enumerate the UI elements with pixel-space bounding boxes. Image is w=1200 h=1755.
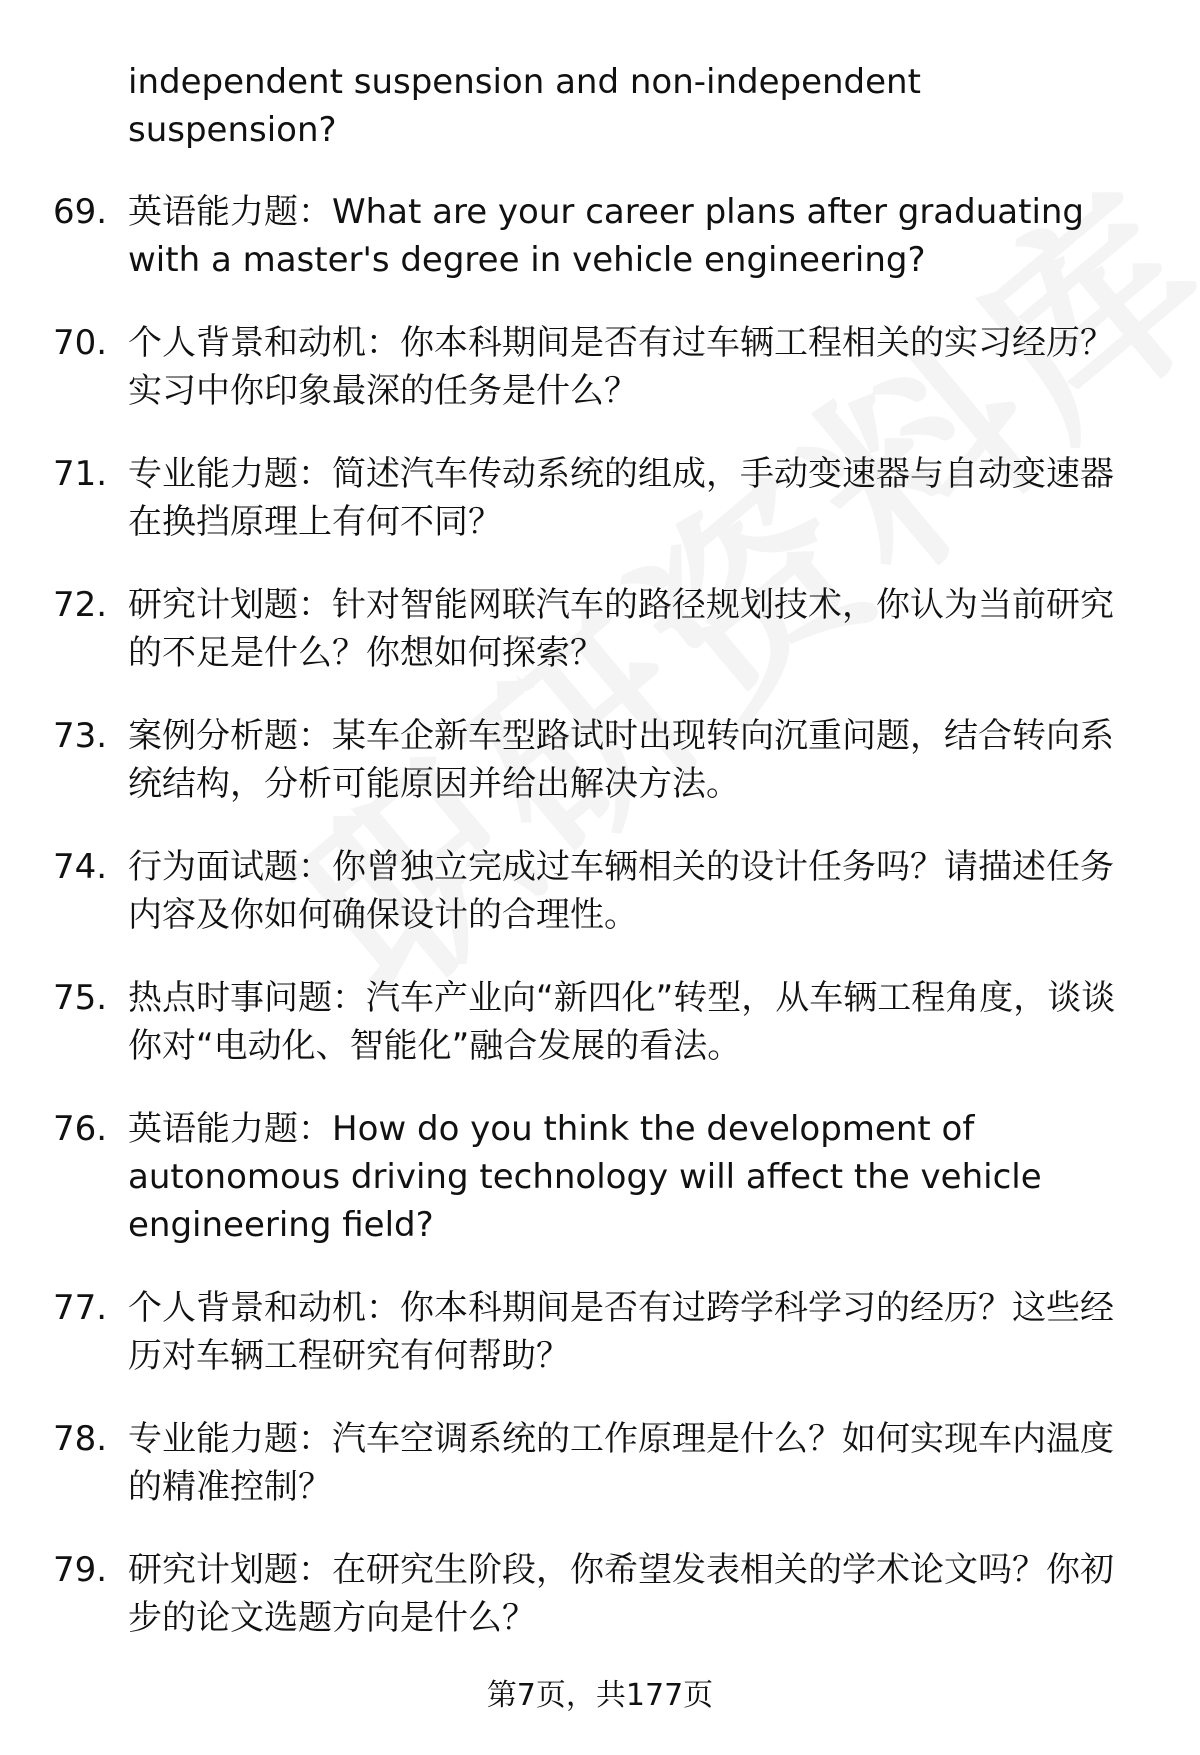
question-number: 78.	[53, 1419, 108, 1459]
question-text: 行为面试题：你曾独立完成过车辆相关的设计任务吗？请描述任务内容及你如何确保设计的合理性。	[128, 847, 1114, 935]
question-text: 英语能力题：What are your career plans after graduating with a master's degree in vehicle engineering?	[128, 192, 1085, 280]
question-item	[0, 1415, 1200, 1511]
question-number: 70.	[53, 323, 108, 363]
page-footer: 第7页，共177页	[486, 1678, 714, 1713]
question-item	[0, 1105, 1200, 1249]
question-number: 77.	[53, 1288, 108, 1328]
question-item	[0, 188, 1200, 284]
question-number: 75.	[53, 978, 108, 1018]
question-item	[0, 843, 1200, 939]
question-item	[0, 1546, 1200, 1642]
question-number: 69.	[53, 192, 108, 232]
question-text: 案例分析题：某车企新车型路试时出现转向沉重问题，结合转向系统结构，分析可能原因并给出解决方法。	[128, 716, 1114, 804]
question-item	[0, 319, 1200, 415]
question-number: 71.	[53, 454, 108, 494]
question-number: 74.	[53, 847, 108, 887]
question-item	[0, 1284, 1200, 1380]
question-text: 专业能力题：汽车空调系统的工作原理是什么？如何实现车内温度的精准控制？	[128, 1419, 1114, 1507]
question-text: 个人背景和动机：你本科期间是否有过跨学科学习的经历？这些经历对车辆工程研究有何帮助？	[128, 1288, 1114, 1376]
document-body	[0, 58, 1200, 1677]
question-text: 专业能力题：简述汽车传动系统的组成，手动变速器与自动变速器在换挡原理上有何不同？	[128, 454, 1114, 542]
question-text: 研究计划题：针对智能网联汽车的路径规划技术，你认为当前研究的不足是什么？你想如何探索？	[128, 585, 1114, 673]
question-number: 76.	[53, 1109, 108, 1149]
question-number: 72.	[53, 585, 108, 625]
question-number: 79.	[53, 1550, 108, 1590]
question-item	[0, 450, 1200, 546]
question-text: 热点时事问题：汽车产业向“新四化”转型，从车辆工程角度，谈谈你对“电动化、智能化”融合发展的看法。	[128, 978, 1116, 1066]
question-item	[0, 712, 1200, 808]
question-number: 73.	[53, 716, 108, 756]
question-text: 研究计划题：在研究生阶段，你希望发表相关的学术论文吗？你初步的论文选题方向是什么？	[128, 1550, 1114, 1638]
question-text: 英语能力题：How do you think the development of autonomous driving technology will affect the vehicle engineering field?	[128, 1109, 1042, 1245]
question-item	[0, 974, 1200, 1070]
question-text: 个人背景和动机：你本科期间是否有过车辆工程相关的实习经历？实习中你印象最深的任务是什么？	[128, 323, 1114, 411]
continued-text: independent suspension and non-independent suspension?	[128, 62, 921, 150]
question-item	[0, 581, 1200, 677]
